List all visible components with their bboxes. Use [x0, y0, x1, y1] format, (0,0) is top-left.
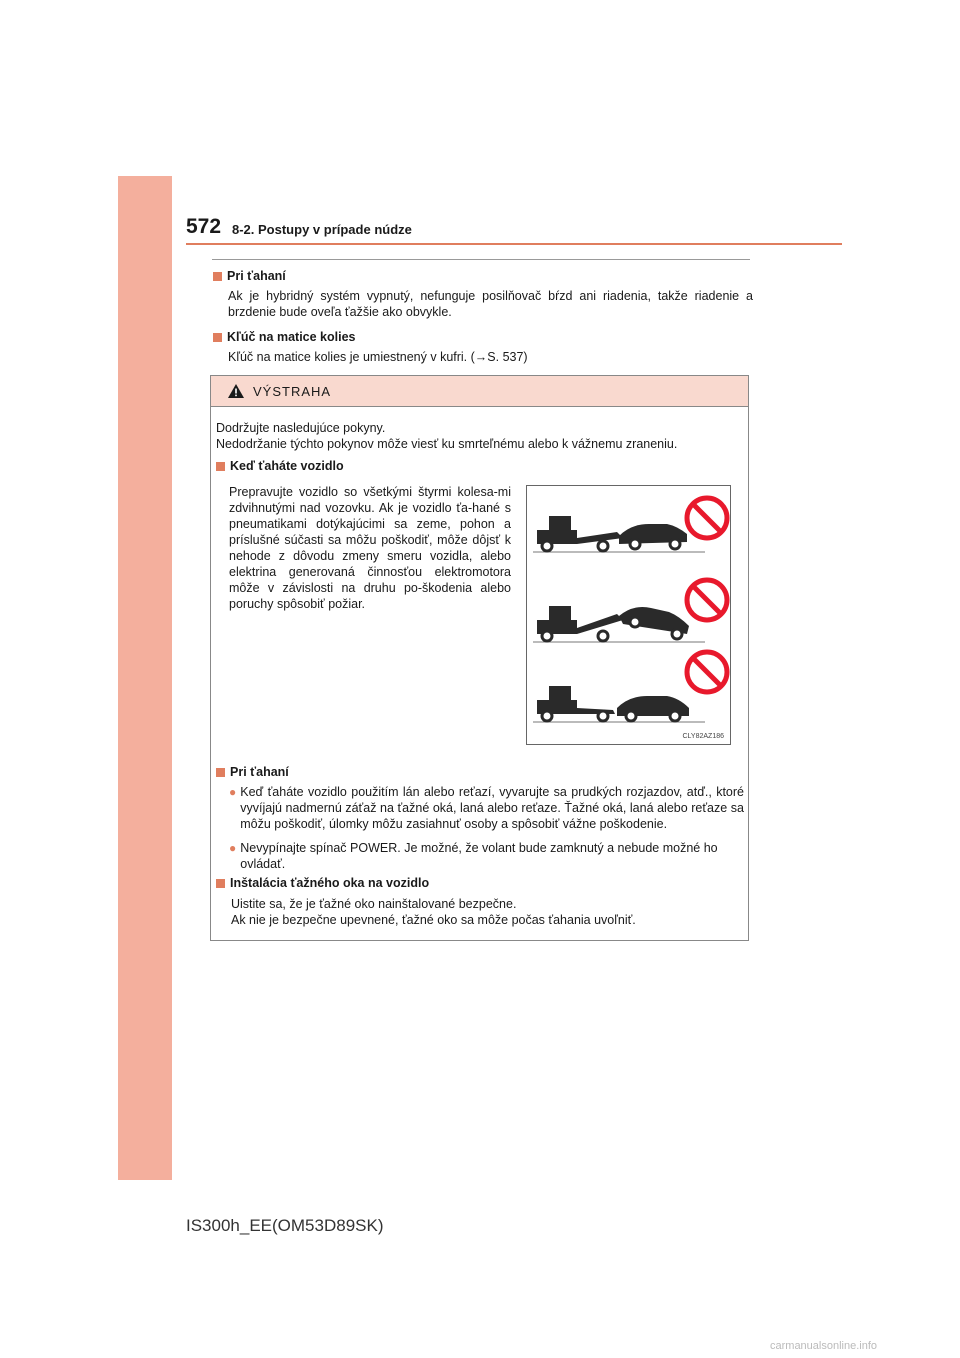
towing-heading-text: Pri ťahaní [230, 765, 289, 779]
tow-text: Prepravujte vozidlo so všetkými štyrmi kolesa-mi zdvihnutými nad vozovku. Ak je vozidlo ťa-hané s pneumatikami dotýkajúcimi sa zeme, pohon a príslušné súčasti sa môžu poškodiť, môže dôjsť k nehode z dôvodu zmeny smeru vozidla, alebo elektrina generovaná činnosťou elektromotora môže v závislosti na druhu po-škodenia alebo poruchy spôsobiť požiar. [229, 485, 511, 611]
warning-intro [216, 420, 744, 452]
page-number: 572 [186, 215, 222, 238]
round-bullet-icon: ● [229, 785, 237, 799]
tow-scene-2 [533, 580, 727, 642]
note-heading: Kľúč na matice kolies [227, 330, 356, 344]
bullet-text: Keď ťaháte vozidlo použitím lán alebo reťazí, vyvarujte sa prudkých rozjazdov, atď., ktoré vyvíjajú nadmernú záťaž na ťažné oká, laná alebo reťaze. Ťažné oká, laná alebo reťaze sa môžu poškodiť, úlomky môžu zasiahnuť osoby a spôsobiť vážne poškodenie. [240, 785, 744, 831]
header-divider [186, 243, 842, 245]
install-line: Ak nie je bezpečne upevnené, ťažné oko sa môže počas ťahania uvoľniť. [231, 913, 636, 927]
square-bullet-icon [216, 462, 225, 471]
square-bullet-icon [213, 272, 222, 281]
towing-diagram [527, 486, 730, 744]
towing-heading [216, 764, 744, 780]
note-text: Ak je hybridný systém vypnutý, nefunguje posilňovač bŕzd ani riadenia, takže riadenie a brzdenie bude oveľa ťažšie ako obvykle. [228, 289, 753, 319]
model-code: IS300h_EE(OM53D89SK) [186, 1216, 384, 1235]
tow-heading-text: Keď ťaháte vozidlo [230, 459, 344, 473]
figure-code: CLY82AZ186 [682, 733, 724, 740]
note-towing [213, 268, 753, 320]
tow-scene-1 [533, 498, 727, 552]
warning-triangle-icon [227, 383, 245, 399]
content-divider [212, 259, 750, 260]
warning-box [210, 375, 749, 941]
square-bullet-icon [216, 768, 225, 777]
install-line: Uistite sa, že je ťažné oko nainštalované bezpečne. [231, 897, 517, 911]
watermark: carmanualsonline.info [770, 1340, 878, 1352]
note-heading: Pri ťahaní [227, 269, 286, 283]
install-heading [216, 875, 744, 891]
square-bullet-icon [216, 879, 225, 888]
towing-bullets [216, 784, 744, 872]
tow-heading [216, 458, 744, 474]
warning-intro-line: Dodržujte nasledujúce pokyny. [216, 421, 386, 435]
bullet-item [216, 784, 744, 832]
install-heading-text: Inštalácia ťažného oka na vozidlo [230, 876, 430, 890]
tow-scene-3 [533, 652, 727, 722]
square-bullet-icon [213, 333, 222, 342]
bullet-text: Nevypínajte spínač POWER. Je možné, že volant bude zamknutý a nebude možné ho ovládať. [240, 841, 718, 871]
warning-intro-line: Nedodržanie týchto pokynov môže viesť ku smrteľnému alebo k vážnemu zraneniu. [216, 437, 678, 451]
warning-title: VÝSTRAHA [253, 383, 332, 399]
towing-illustration [526, 485, 731, 745]
bullet-item [216, 840, 744, 872]
warning-header [211, 376, 748, 407]
section-title: 8-2. Postupy v prípade núdze [232, 222, 412, 237]
note-text: Kľúč na matice kolies je umiestnený v kufri. (→S. 537) [228, 350, 528, 364]
chapter-sidebar [118, 176, 172, 1180]
round-bullet-icon: ● [229, 841, 237, 855]
note-wrench [213, 329, 753, 365]
install-text [216, 896, 759, 928]
